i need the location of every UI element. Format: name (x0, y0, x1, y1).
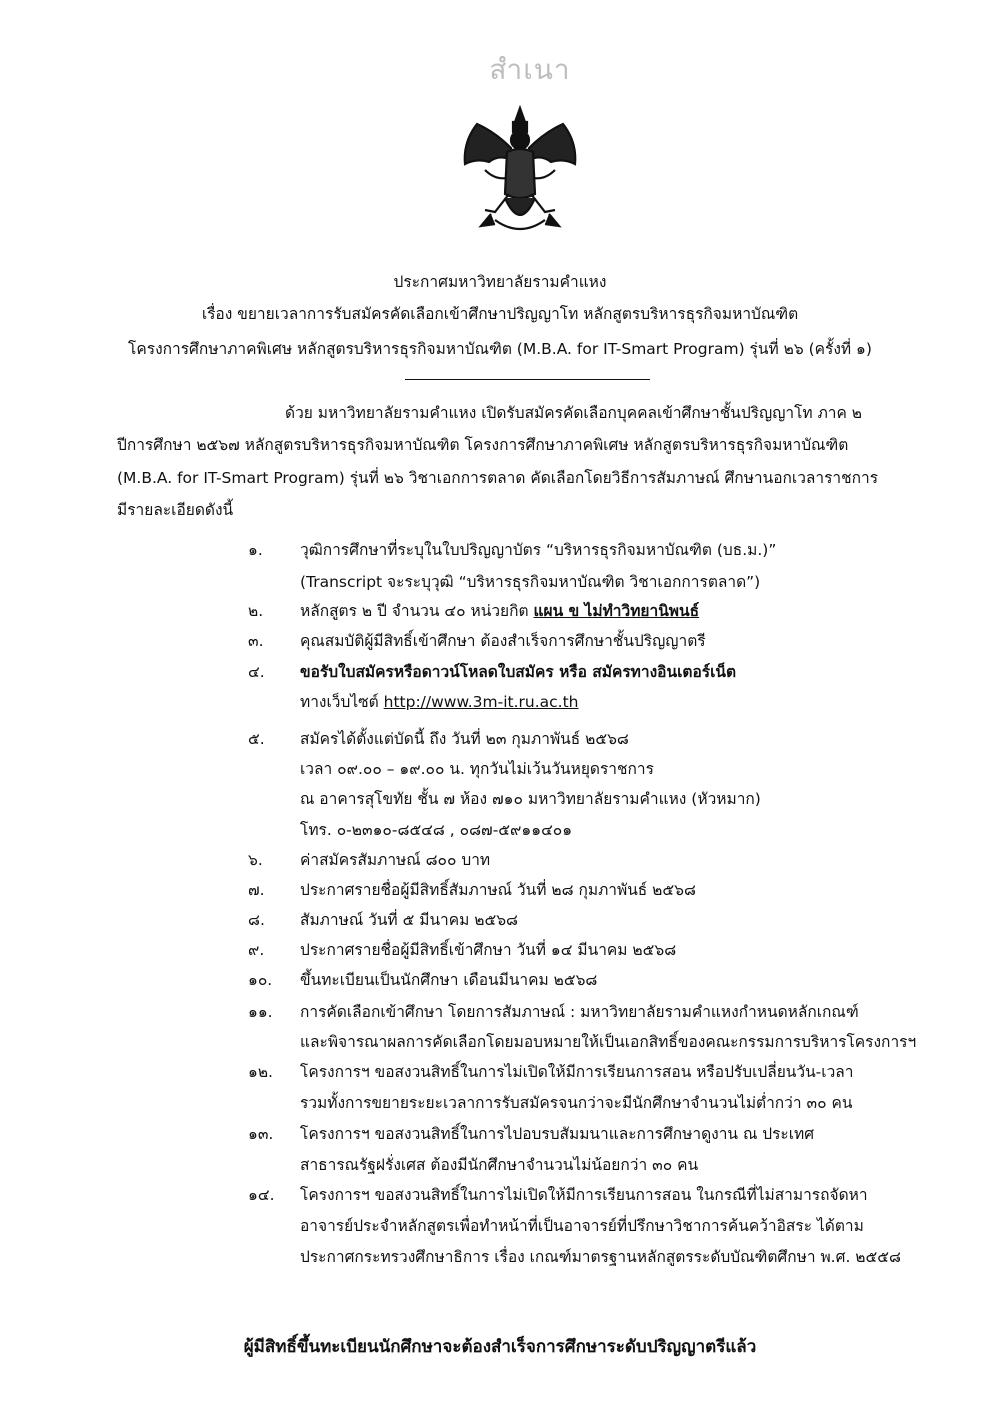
item-number: ๓. (248, 632, 264, 650)
item-text: โครงการฯ ขอสงวนสิทธิ์ในการไม่เปิดให้มีการเรียนการสอน หรือปรับเปลี่ยนวัน-เวลา (300, 1063, 854, 1081)
item-text: ประกาศกระทรวงศึกษาธิการ เรื่อง เกณฑ์มาตรฐานหลักสูตรระดับบัณฑิตศึกษา พ.ศ. ๒๕๕๘ (300, 1248, 901, 1266)
item-text: โทร. ๐-๒๓๑๐-๘๕๔๘ , ๐๘๗-๕๙๑๑๔๐๑ (300, 821, 573, 839)
item-text: รวมทั้งการขยายระยะเวลาการรับสมัครจนกว่าจะมีนักศึกษาจำนวนไม่ต่ำกว่า ๓๐ คน (300, 1094, 853, 1112)
item-number: ๑๐. (248, 971, 273, 989)
title-divider (405, 379, 650, 380)
item-number: ๙. (248, 941, 265, 959)
copy-stamp: สำเนา (489, 53, 571, 86)
item-text: สัมภาษณ์ วันที่ ๕ มีนาคม ๒๕๖๘ (300, 911, 518, 929)
item-text: วุฒิการศึกษาที่ระบุในใบปริญญาบัตร “บริหารธุรกิจมหาบัณฑิต (บธ.ม.)” (300, 541, 777, 559)
item-text: ขอรับใบสมัครหรือดาวน์โหลดใบสมัคร (300, 663, 560, 681)
item-number: ๑๓. (248, 1125, 274, 1143)
item-text: เวลา ๐๙.๐๐ – ๑๙.๐๐ น. ทุกวันไม่เว้นวันหยุดราชการ (300, 760, 654, 778)
item-number: ๕. (248, 730, 265, 748)
item-number: ๘. (248, 911, 265, 929)
item-text: สาธารณรัฐฝรั่งเศส ต้องมีนักศึกษาจำนวนไม่น้อยกว่า ๓๐ คน (300, 1156, 699, 1174)
item-text: ประกาศรายชื่อผู้มีสิทธิ์เข้าศึกษา วันที่ ๑๔ มีนาคม ๒๕๖๘ (300, 941, 677, 959)
item-text: โครงการฯ ขอสงวนสิทธิ์ในการไม่เปิดให้มีการเรียนการสอน ในกรณีที่ไม่สามารถจัดหา (300, 1186, 868, 1204)
item-text: (Transcript จะระบุวุฒิ “บริหารธุรกิจมหาบัณฑิต วิชาเอกการตลาด”) (300, 573, 761, 591)
item-text: โครงการฯ ขอสงวนสิทธิ์ในการไปอบรบสัมมนาและการศึกษาดูงาน ณ ประเทศ (300, 1125, 815, 1143)
item-number: ๑. (248, 541, 263, 559)
item-text-emphasis: หรือ สมัครทางอินเตอร์เน็ต (559, 663, 737, 681)
item-number: ๑๒. (248, 1063, 273, 1081)
announcement-title: ประกาศมหาวิทยาลัยรามคำแหง (393, 273, 607, 291)
item-number: ๒. (248, 602, 264, 620)
intro-line-4: มีรายละเอียดดังนี้ (117, 501, 234, 519)
garuda-emblem-icon (455, 102, 585, 240)
website-link[interactable]: http://www.3m-it.ru.ac.th (383, 693, 579, 711)
intro-line-3: (M.B.A. for IT-Smart Program) รุ่นที่ ๒๖ วิชาเอกการตลาด คัดเลือกโดยวิธีการสัมภาษณ์ ศึกษานอกเวลาราชการ (117, 469, 879, 487)
eligibility-note: ผู้มีสิทธิ์ขึ้นทะเบียนนักศึกษาจะต้องสำเร็จการศึกษาระดับปริญญาตรีแล้ว (243, 1337, 757, 1357)
item-text: หลักสูตร ๒ ปี จำนวน ๔๐ หน่วยกิต (300, 602, 534, 620)
item-number: ๔. (248, 663, 265, 681)
item-text: อาจารย์ประจำหลักสูตรเพื่อทำหน้าที่เป็นอาจารย์ที่ปรึกษาวิชาการค้นคว้าอิสระ ได้ตาม (300, 1217, 864, 1235)
item-text: และพิจารณาผลการคัดเลือกโดยมอบหมายให้เป็นเอกสิทธิ์ของคณะกรรมการบริหารโครงการฯ (300, 1033, 917, 1051)
item-text: ค่าสมัครสัมภาษณ์ ๘๐๐ บาท (300, 851, 491, 869)
plan-emphasis: แผน ข ไม่ทำวิทยานิพนธ์ (533, 602, 700, 620)
item-number: ๑๑. (248, 1003, 273, 1021)
item-text: ทางเว็บไซต์ (300, 693, 384, 711)
item-text: ณ อาคารสุโขทัย ชั้น ๗ ห้อง ๗๑๐ มหาวิทยาลัยรามคำแหง (หัวหมาก) (300, 790, 761, 808)
announcement-program: โครงการศึกษาภาคพิเศษ หลักสูตรบริหารธุรกิจมหาบัณฑิต (M.B.A. for IT-Smart Program) รุ่นที่ ๒๖ (ครั้งที่ ๑) (128, 340, 872, 358)
item-text: การคัดเลือกเข้าศึกษา โดยการสัมภาษณ์ : มหาวิทยาลัยรามคำแหงกำหนดหลักเกณฑ์ (300, 1003, 859, 1021)
item-text: ขึ้นทะเบียนเป็นนักศึกษา เดือนมีนาคม ๒๕๖๘ (300, 971, 598, 989)
item-number: ๖. (248, 851, 263, 869)
intro-line-2: ปีการศึกษา ๒๕๖๗ หลักสูตรบริหารธุรกิจมหาบัณฑิต โครงการศึกษาภาคพิเศษ หลักสูตรบริหารธุรกิจมหาบัณฑิต (117, 436, 849, 454)
item-number: ๑๔. (248, 1186, 275, 1204)
intro-line-1: ด้วย มหาวิทยาลัยรามคำแหง เปิดรับสมัครคัดเลือกบุคคลเข้าศึกษาชั้นปริญญาโท ภาค ๒ (285, 404, 863, 422)
announcement-subject: เรื่อง ขยายเวลาการรับสมัครคัดเลือกเข้าศึกษาปริญญาโท หลักสูตรบริหารธุรกิจมหาบัณฑิต (201, 305, 799, 323)
item-number: ๗. (248, 881, 265, 899)
item-text: คุณสมบัติผู้มีสิทธิ์เข้าศึกษา ต้องสำเร็จการศึกษาชั้นปริญญาตรี (300, 632, 706, 650)
item-text: ประกาศรายชื่อผู้มีสิทธิ์สัมภาษณ์ วันที่ ๒๘ กุมภาพันธ์ ๒๕๖๘ (300, 881, 696, 899)
item-text: สมัครได้ตั้งแต่บัดนี้ ถึง วันที่ ๒๓ กุมภาพันธ์ ๒๕๖๘ (300, 730, 629, 748)
